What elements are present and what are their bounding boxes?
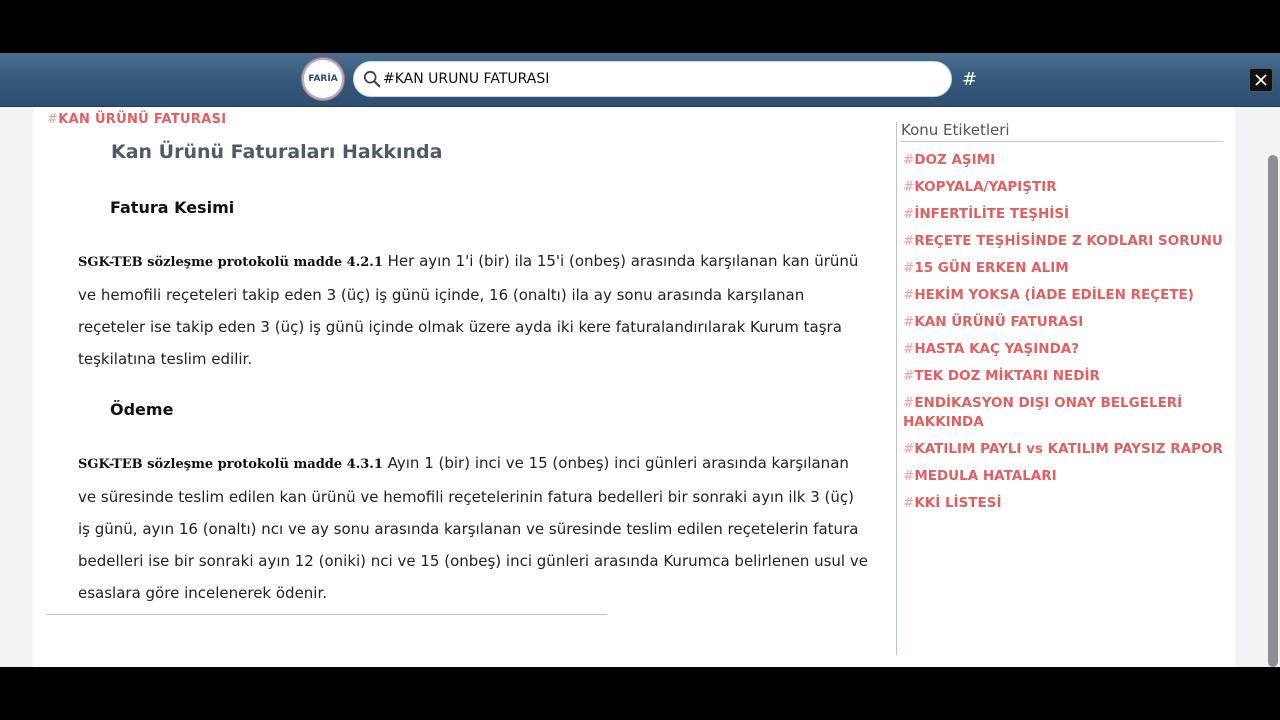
- search-icon: [363, 70, 381, 88]
- paragraph-text: Ayın 1 (bir) inci ve 15 (onbeş) inci günleri arasında karşılanan ve süresinde teslim edilen kan ürünü ve hemofili reçetelerinin fatura bedelleri bir sonraki ayın ilk 3 (üç) iş günü, ayın 16 (onaltı) ncı ve ay sonu arasında karşılanan ve süresinde teslim edilen reçetelerin fatura bedelleri ise bir sonraki ayın 12 (oniki) nci ve 15 (onbeş) inci günleri arasında Kurumca belirlenen usul ve esaslara göre incelenerek ödenir.: [78, 454, 868, 602]
- tag-link[interactable]: #REÇETE TEŞHİSİNDE Z KODLARI SORUNU: [903, 233, 1223, 249]
- protocol-reference: SGK-TEB sözleşme protokolü madde 4.2.1: [78, 255, 383, 270]
- tag-link[interactable]: #HEKİM YOKSA (İADE EDİLEN REÇETE): [903, 287, 1194, 303]
- close-icon: [1255, 74, 1267, 86]
- paragraph-odeme: [78, 447, 868, 609]
- faria-logo[interactable]: FARİA: [304, 60, 342, 98]
- close-button[interactable]: [1249, 68, 1273, 92]
- tag-link[interactable]: #İNFERTİLİTE TEŞHİSİ: [903, 206, 1070, 222]
- hash-symbol: #: [47, 112, 59, 127]
- tag-link[interactable]: #MEDULA HATALARI: [903, 468, 1057, 484]
- tag-link[interactable]: #HASTA KAÇ YAŞINDA?: [903, 341, 1080, 357]
- tag-link[interactable]: #KAN ÜRÜNÜ FATURASI: [903, 314, 1084, 330]
- sidebar-title: Konu Etiketleri: [901, 121, 1223, 142]
- tag-link[interactable]: #ENDİKASYON DIŞI ONAY BELGELERİ HAKKINDA: [903, 395, 1183, 430]
- tag-link[interactable]: #KKİ LİSTESİ: [903, 495, 1002, 511]
- hashtag-button[interactable]: #: [962, 69, 978, 90]
- article-tag[interactable]: #KAN ÜRÜNÜ FATURASI: [47, 112, 227, 127]
- tag-link[interactable]: #TEK DOZ MİKTARI NEDİR: [903, 368, 1100, 384]
- tag-list: [901, 151, 1223, 513]
- section-title-fatura-kesimi: Fatura Kesimi: [110, 198, 235, 217]
- tag-link[interactable]: #KOPYALA/YAPIŞTIR: [903, 179, 1057, 195]
- search-input[interactable]: [383, 71, 923, 87]
- article-divider: [46, 614, 607, 615]
- search-box[interactable]: [353, 61, 952, 97]
- paragraph-fatura-kesimi: [78, 245, 868, 375]
- tag-link[interactable]: #15 GÜN ERKEN ALIM: [903, 260, 1069, 276]
- section-title-odeme: Ödeme: [110, 400, 174, 419]
- page-margin-left: [0, 107, 33, 667]
- top-bar: [0, 53, 1280, 107]
- topic-tags-sidebar: [901, 121, 1223, 521]
- protocol-reference: SGK-TEB sözleşme protokolü madde 4.3.1: [78, 457, 383, 472]
- tag-link[interactable]: #DOZ AŞIMI: [903, 152, 996, 168]
- article-title: Kan Ürünü Faturaları Hakkında: [111, 141, 443, 163]
- sidebar-divider: [896, 122, 897, 655]
- tag-link[interactable]: #KATILIM PAYLI vs KATILIM PAYSIZ RAPOR: [903, 441, 1223, 457]
- paragraph-text: Her ayın 1'i (bir) ila 15'i (onbeş) arasında karşılanan kan ürünü ve hemofili reçeteleri takip eden 3 (üç) iş günü içinde, 16 (onaltı) ila ay sonu arasında karşılanan reçeteler ise takip eden 3 (üç) iş günü içinde olmak üzere ayda iki kere faturalandırılarak Kurum taşra teşkilatına teslim edilir.: [78, 252, 859, 368]
- scrollbar[interactable]: [1268, 155, 1278, 667]
